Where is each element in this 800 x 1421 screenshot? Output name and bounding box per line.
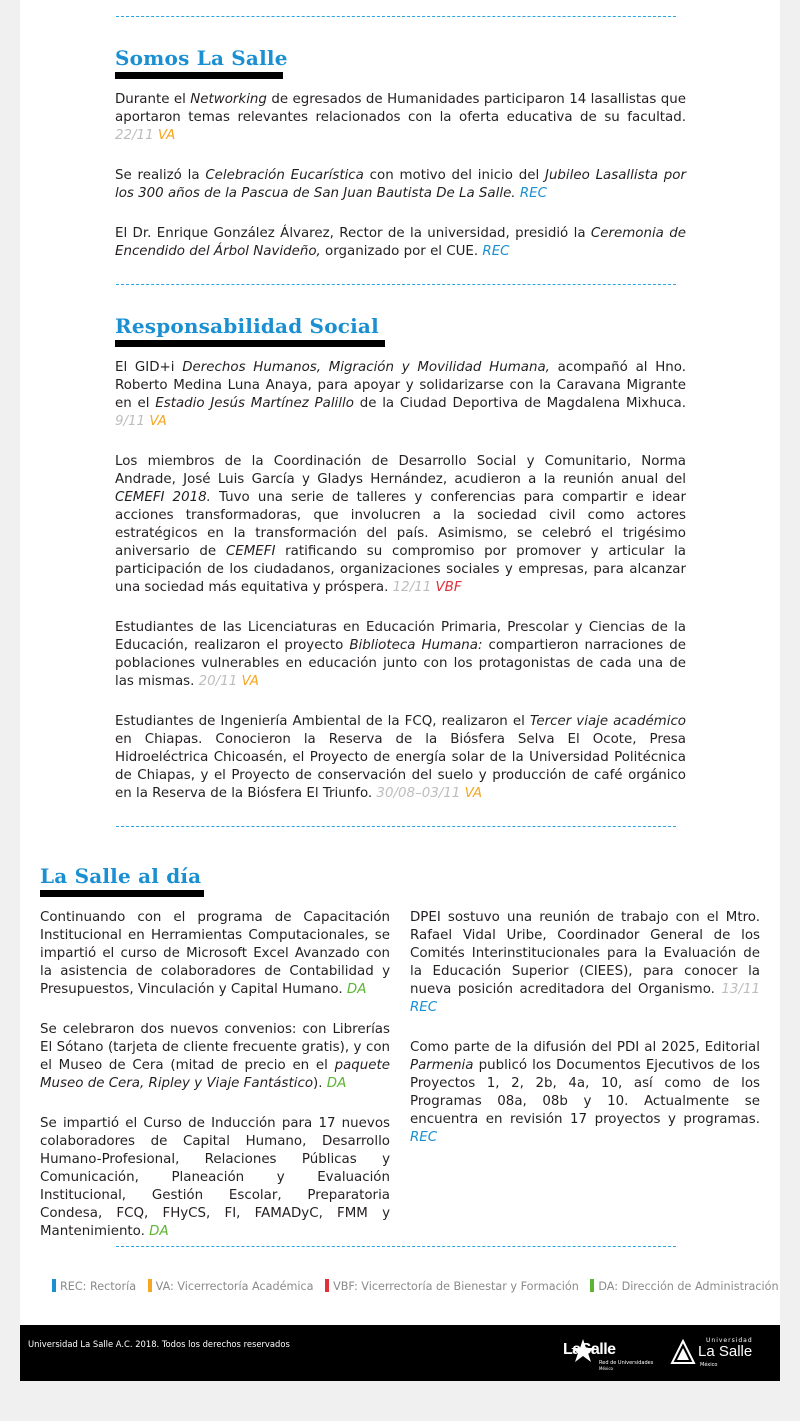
legend-item-vbf: VBF: Vicerrectoría de Bienestar y Formación [325, 1279, 579, 1293]
news-date: 30/08–03/11 [376, 786, 461, 801]
section-divider [116, 826, 676, 827]
section-divider [116, 16, 676, 17]
tag-da: DA [149, 1224, 169, 1239]
news-item: El Dr. Enrique González Álvarez, Rector de la universidad, presidió la Ceremonia de Encendido del Árbol Navideño, organizado por el CUE. REC [115, 226, 686, 259]
news-item: Se realizó la Celebración Eucarística con motivo del inicio del Jubileo Lasallista por los 300 años de la Pascua de San Juan Bautista De La Salle. REC [115, 168, 686, 201]
section-title-bar [40, 890, 204, 897]
somos-content [115, 91, 686, 283]
legend-swatch [52, 1279, 56, 1292]
footer [20, 1325, 780, 1381]
news-item: Como parte de la difusión del PDI al 2025, Editorial Parmenia publicó los Documentos Ejecutivos de los Proyectos 1, 2, 2b, 4a, 10, así como de los Programas 08a, 08b y 10. Actualmente se encuentra en revisión 17 proyectos y programas. REC [410, 1040, 760, 1145]
legend-swatch [148, 1279, 152, 1292]
section-divider [116, 284, 676, 285]
tag-da: DA [346, 982, 367, 997]
tag-rec: REC [410, 1130, 438, 1145]
tag-va: VA [149, 414, 167, 429]
footer-copyright: Universidad La Salle A.C. 2018. Todos los derechos reservados [28, 1339, 290, 1349]
bottom-margin [20, 1381, 780, 1421]
social-content [115, 359, 686, 825]
news-item: Durante el Networking de egresados de Humanidades participaron 14 lasallistas que aportaron temas relevantes relacionados con la oferta educativa de su facultad. 22/11 VA [115, 92, 686, 143]
legend-swatch [590, 1279, 594, 1292]
legend-item-da: DA: Dirección de Administración [590, 1279, 778, 1293]
tag-va: VA [241, 674, 259, 689]
aldia-left-column [40, 909, 390, 1263]
tag-va: VA [464, 786, 482, 801]
lasalle-shield-icon [670, 1339, 696, 1365]
legend-item-va: VA: Vicerrectoría Académica [148, 1279, 314, 1293]
news-item: Estudiantes de Ingeniería Ambiental de la FCQ, realizaron el Tercer viaje académico en Chiapas. Conocieron la Reserva de la Biósfera Selva El Ocote, Presa Hidroeléctrica Chicoasén, el Proyecto de energía solar de la Universidad Politécnica de Chiapas, y el Proyecto de conservación del suelo y producción de café orgánico en la Reserva de la Biósfera El Triunfo. 30/08–03/11 VA [115, 714, 687, 801]
aldia-right-column [410, 909, 760, 1169]
section-title-social: Responsabilidad Social [115, 314, 379, 338]
lasalle-network-logo[interactable]: LaSalle Red de Universidades México [563, 1335, 657, 1371]
section-title-somos: Somos La Salle [115, 46, 288, 70]
news-date: 12/11 [392, 580, 432, 595]
news-item: DPEI sostuvo una reunión de trabajo con el Mtro. Rafael Vidal Uribe, Coordinador General de los Comités Interinstitucionales para la Evaluación de la Educación Superior (CIEES), para conocer la nueva posición acreditadora del Organismo. 13/11 REC [410, 910, 760, 1015]
news-date: 20/11 [198, 674, 238, 689]
news-date: 13/11 [721, 982, 760, 997]
tag-rec: REC [410, 1000, 438, 1015]
tag-va: VA [157, 128, 176, 143]
legend-swatch [325, 1279, 329, 1292]
news-item: Se impartió el Curso de Inducción para 17 nuevos colaboradores de Capital Humano, Desarrollo Humano-Profesional, Relaciones Públicas y Comunicación, Planeación y Evaluación Institucional, Gestión Escolar, Preparatoria Condesa, FCQ, FHyCS, FI, FAMADyC, FMM y Mantenimiento. DA [40, 1116, 390, 1239]
section-title-aldia: La Salle al día [40, 864, 202, 888]
news-date: 22/11 [115, 128, 154, 143]
news-date: 9/11 [115, 414, 146, 429]
tag-da: DA [326, 1076, 347, 1091]
legend-item-rec: REC: Rectoría [52, 1279, 136, 1293]
news-item: Se celebraron dos nuevos convenios: con Librerías El Sótano (tarjeta de cliente frecuente gratis), y con el Museo de Cera (mitad de precio en el paquete Museo de Cera, Ripley y Viaje Fantástico). DA [40, 1022, 390, 1091]
tag-legend [52, 1279, 779, 1293]
news-item: El GID+i Derechos Humanos, Migración y Movilidad Humana, acompañó al Hno. Roberto Medina Luna Anaya, para apoyar y solidarizarse con la Caravana Migrante en el Estadio Jesús Martínez Palillo de la Ciudad Deportiva de Magdalena Mixhuca. 9/11 VA [115, 360, 687, 429]
tag-rec: REC [482, 244, 510, 259]
newsletter-page [20, 0, 780, 1421]
news-item: Los miembros de la Coordinación de Desarrollo Social y Comunitario, Norma Andrade, José Luis García y Gladys Hernández, acudieron a la reunión anual del CEMEFI 2018. Tuvo una serie de talleres y conferencias para compartir e idear acciones transformadoras, que involucren a la sociedad civil como actores estratégicos en la transformación del país. Asimismo, se celebró el trigésimo aniversario de CEMEFI ratificando su compromiso por promover y articular la participación de los ciudadanos, organizaciones sociales y empresas, para alcanzar una sociedad más equitativa y próspera. 12/11 VBF [115, 454, 686, 595]
universidad-lasalle-logo[interactable]: Universidad La Salle México [670, 1337, 762, 1369]
section-title-bar [115, 72, 283, 79]
section-divider [116, 1246, 676, 1247]
news-item: Estudiantes de las Licenciaturas en Educación Primaria, Prescolar y Ciencias de la Educación, realizaron el proyecto Biblioteca Humana: compartieron narraciones de poblaciones vulnerables en educación junto con los protagonistas de cada una de las mismas. 20/11 VA [115, 620, 686, 689]
tag-vbf: VBF [435, 580, 462, 595]
tag-rec: REC [519, 186, 547, 201]
section-title-bar [115, 340, 385, 347]
news-item: Continuando con el programa de Capacitación Institucional en Herramientas Computacionales, se impartió el curso de Microsoft Excel Avanzado con la asistencia de colaboradores de Contabilidad y Presupuestos, Vinculación y Capital Humano. DA [40, 910, 390, 997]
